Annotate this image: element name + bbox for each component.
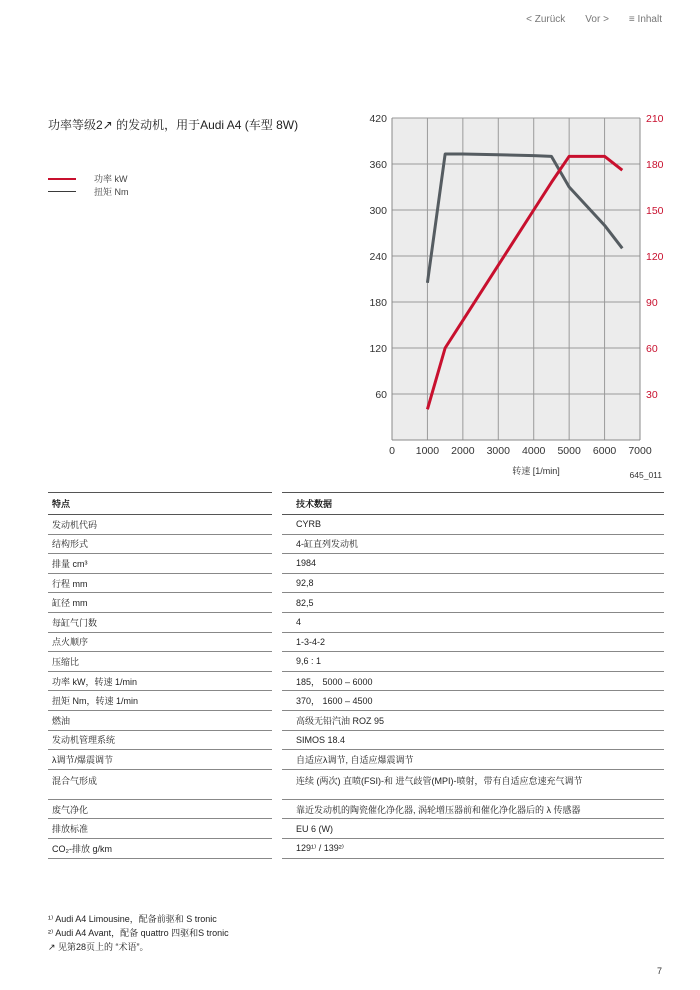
page-title: 功率等级2↗ 的发动机，用于Audi A4 (车型 8W) [48,118,299,132]
legend-item-torque [48,185,129,198]
table-row [48,710,664,730]
spec-feature-cell: 功率 kW，转速 1/min [48,671,272,691]
spec-feature-cell: 行程 mm [48,573,272,593]
footnote-1: ¹⁾ Audi A4 Limousine，配备前驱和 S tronic [48,914,217,924]
spec-value-cell: SIMOS 18.4 [282,730,664,750]
spec-feature-cell: 燃油 [48,710,272,730]
y-right-tick-label: 30 [646,389,658,401]
table-header-row [48,493,664,515]
next-link[interactable]: Vor > [585,14,609,25]
y-right-tick-label: 180 [646,159,664,171]
chart-svg [352,104,672,488]
footnote-glossary: ↗ 见第28页上的 “术语”。 [48,942,149,952]
torque-line-swatch [48,191,76,192]
spec-value-cell: 1984 [282,554,664,574]
table-row [48,838,664,858]
table-row [48,691,664,711]
spec-value-cell: 129¹⁾ / 139²⁾ [282,838,664,858]
table-row [48,750,664,770]
spec-feature-cell: 结构形式 [48,534,272,554]
spec-value-cell: 92,8 [282,573,664,593]
x-tick-label: 7000 [628,445,652,457]
table-row [48,730,664,750]
y-left-tick-label: 60 [375,389,387,401]
y-right-tick-label: 210 [646,113,664,125]
spec-feature-cell: CO₂-排放 g/km [48,838,272,858]
spec-value-cell: EU 6 (W) [282,819,664,839]
engine-performance-chart [352,104,672,488]
spec-value-cell: 82,5 [282,593,664,613]
spec-feature-cell: 排放标准 [48,819,272,839]
figure-id: 645_011 [629,470,662,480]
footnote-2: ²⁾ Audi A4 Avant，配备 quattro 四驱和S tronic [48,928,229,938]
spec-value-cell: 9,6 : 1 [282,652,664,672]
y-left-tick-label: 300 [369,205,387,217]
back-link[interactable]: < Zurück [526,14,566,25]
spec-feature-cell: 压缩比 [48,652,272,672]
spec-feature-cell: 缸径 mm [48,593,272,613]
y-right-tick-label: 60 [646,343,658,355]
y-right-tick-label: 120 [646,251,664,263]
header-feature: 特点 [48,493,272,515]
x-tick-label: 2000 [451,445,475,457]
spec-table-body [48,515,664,859]
page-number: 7 [656,966,662,976]
x-tick-label: 0 [389,445,395,457]
legend-label-power: 功率 kW [94,174,128,184]
table-row [48,554,664,574]
spec-feature-cell: 废气净化 [48,799,272,819]
spec-feature-cell: 每缸气门数 [48,612,272,632]
x-tick-label: 3000 [486,445,510,457]
table-row [48,819,664,839]
table-row [48,534,664,554]
table-row [48,671,664,691]
spec-value-cell: 高级无铅汽油 ROZ 95 [282,710,664,730]
x-axis-label: 转速 [1/min] [512,466,560,476]
spec-feature-cell: 排量 cm³ [48,554,272,574]
y-left-tick-label: 120 [369,343,387,355]
table-row [48,632,664,652]
legend-item-power [48,172,129,185]
spec-value-cell: 370， 1600 – 4500 [282,691,664,711]
spec-feature-cell: 发动机代码 [48,515,272,535]
spec-table [48,492,664,859]
table-row [48,515,664,535]
spec-feature-cell: λ调节/爆震调节 [48,750,272,770]
table-row [48,799,664,819]
spec-feature-cell: 点火顺序 [48,632,272,652]
spec-feature-cell: 发动机管理系统 [48,730,272,750]
y-right-tick-label: 90 [646,297,658,309]
spec-value-cell: 靠近发动机的陶瓷催化净化器, 涡轮增压器前和催化净化器后的 λ 传感器 [282,799,664,819]
table-row [48,612,664,632]
x-tick-label: 6000 [592,445,617,457]
x-tick-label: 5000 [557,445,581,457]
y-left-tick-label: 360 [369,159,387,171]
y-left-tick-label: 240 [369,251,387,263]
y-left-tick-label: 180 [369,297,387,309]
y-right-tick-label: 150 [646,205,664,217]
spec-value-cell: 连续 (两次) 直喷(FSI)-和 进气歧管(MPI)-喷射，带有自适应怠速充气调节 [282,769,664,799]
header-technical-data: 技术数据 [282,493,664,515]
table-row [48,593,664,613]
table-row [48,652,664,672]
spec-value-cell: 4-缸直列发动机 [282,534,664,554]
spec-value-cell: 自适应λ调节, 自适应爆震调节 [282,750,664,770]
spec-feature-cell: 混合气形成 [48,769,272,799]
spec-value-cell: 1-3-4-2 [282,632,664,652]
spec-feature-cell: 扭矩 Nm，转速 1/min [48,691,272,711]
chart-legend [48,172,129,198]
spec-value-cell: CYRB [282,515,664,535]
footnotes [48,912,229,954]
power-line-swatch [48,178,76,180]
top-navigation [526,14,662,25]
table-row [48,573,664,593]
toc-link[interactable]: ≡ Inhalt [628,14,662,25]
x-tick-label: 4000 [522,445,546,457]
x-tick-label: 1000 [415,445,440,457]
spec-value-cell: 185， 5000 – 6000 [282,671,664,691]
spec-value-cell: 4 [282,612,664,632]
y-left-tick-label: 420 [369,113,387,125]
legend-label-torque: 扭矩 Nm [94,187,129,197]
table-row [48,769,664,799]
